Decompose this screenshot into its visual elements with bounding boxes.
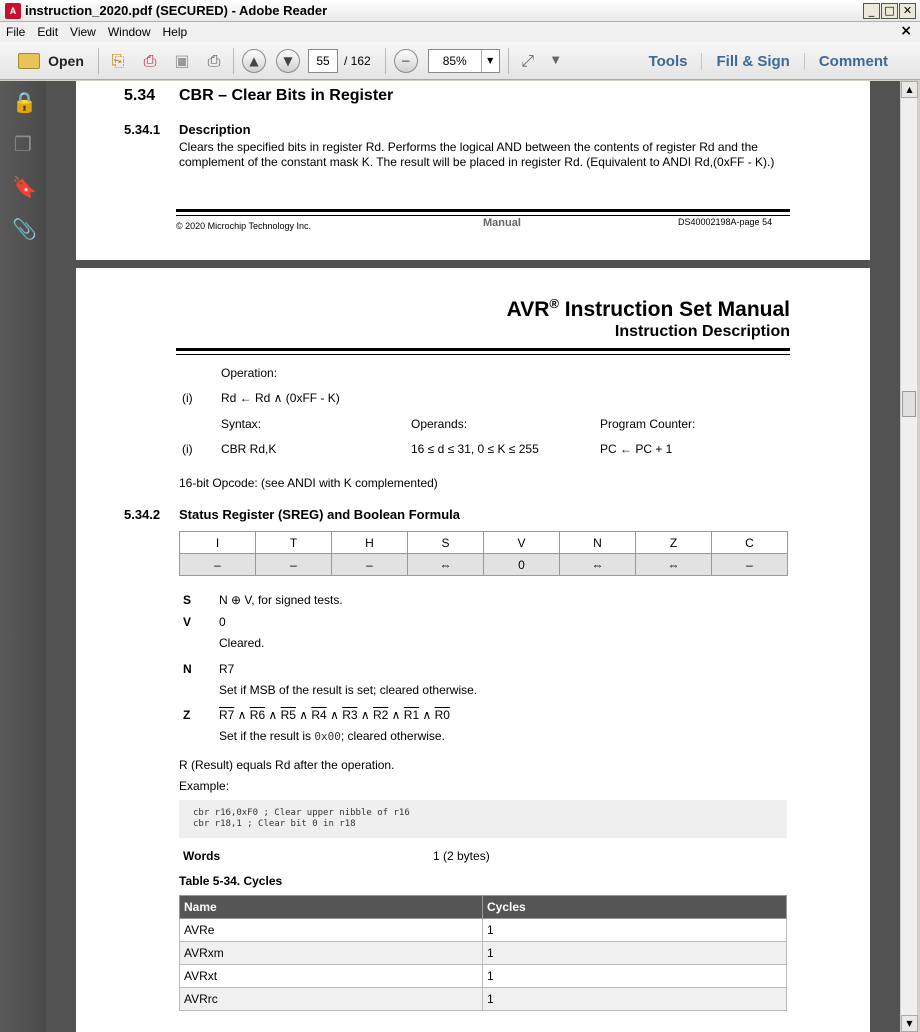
- pdf-page: [76, 81, 870, 260]
- words-label: Words: [183, 849, 221, 863]
- page-total: / 162: [344, 53, 371, 68]
- program-counter-label: Program Counter:: [600, 417, 696, 431]
- section-number: 5.34: [124, 87, 156, 104]
- zoom-select[interactable]: [428, 49, 500, 73]
- close-button[interactable]: ✕: [899, 3, 916, 19]
- cycles-table: [179, 895, 787, 1011]
- syntax-index: (i): [182, 442, 193, 456]
- column-header: Name: [180, 896, 483, 919]
- lock-icon[interactable]: 🔒: [12, 90, 37, 114]
- flag-formula: R7 ∧ R6 ∧ R5 ∧ R4 ∧ R3 ∧ R2 ∧ R1 ∧ R0: [219, 708, 450, 722]
- pdf-page: [76, 268, 870, 1032]
- code-example: [179, 800, 787, 838]
- title-bar: [0, 0, 920, 22]
- table-cell: AVRe: [180, 919, 483, 942]
- result-note: R (Result) equals Rd after the operation.: [179, 758, 395, 772]
- opcode-note: 16-bit Opcode: (see ANDI with K complemented): [179, 476, 438, 490]
- footer-page-ref: DS40002198A-page 54: [678, 217, 773, 227]
- operands-value: 16 ≤ d ≤ 31, 0 ≤ K ≤ 255: [411, 442, 539, 456]
- words-value: 1 (2 bytes): [433, 849, 490, 863]
- table-cell: AVRrc: [180, 988, 483, 1011]
- pdf-icon: A: [5, 3, 21, 19]
- description-line: complement of the constant mask K. The result will be placed in register Rd. (Equivalent to ANDI Rd,(0xFF - K).): [179, 155, 775, 169]
- section-title: CBR – Clear Bits in Register: [179, 87, 394, 104]
- flag-letter: V: [183, 615, 192, 629]
- open-button[interactable]: [12, 47, 90, 75]
- sreg-table: [179, 531, 788, 576]
- page-header-subtitle: Instruction Description: [614, 323, 790, 340]
- table-cell: 1: [483, 919, 787, 942]
- sreg-flag: S: [408, 532, 484, 554]
- page-header-title: AVR® Instruction Set Manual: [506, 296, 790, 321]
- footer-rule: [176, 209, 790, 212]
- flag-formula: N ⊕ V, for signed tests.: [219, 593, 343, 607]
- toolbar: [0, 42, 920, 80]
- footer-center: Manual: [483, 217, 521, 229]
- subsection-title: Description: [179, 122, 251, 137]
- next-page-icon[interactable]: ▼: [276, 49, 300, 73]
- sreg-value-row: [180, 554, 788, 576]
- sreg-value: 0: [484, 554, 560, 576]
- menu-edit[interactable]: Edit: [37, 25, 59, 39]
- subsection-number: 5.34.2: [124, 507, 161, 522]
- flag-formula: R7: [219, 662, 235, 676]
- window-controls: [863, 3, 916, 19]
- sreg-value: ⇔: [408, 554, 484, 576]
- sreg-header-row: [180, 532, 788, 554]
- table-cell: 1: [483, 988, 787, 1011]
- maximize-button[interactable]: □: [881, 3, 898, 19]
- flag-description: Set if the result is 0x00; cleared otherwise.: [219, 729, 445, 743]
- flag-letter: Z: [183, 708, 191, 722]
- page-thumbnails-icon[interactable]: ❐: [14, 132, 32, 156]
- syntax-label: Syntax:: [221, 417, 262, 431]
- sreg-flag: Z: [636, 532, 712, 554]
- window-title: instruction_2020.pdf (SECURED) - Adobe Reader: [25, 3, 328, 18]
- table-row: [180, 988, 787, 1011]
- export-pdf-icon[interactable]: ⎙: [143, 50, 157, 70]
- attachment-icon[interactable]: 📎: [12, 217, 37, 241]
- table-cell: AVRxm: [180, 942, 483, 965]
- table-header-row: [180, 896, 787, 919]
- document-close-icon[interactable]: ×: [900, 23, 912, 39]
- header-rule: [176, 348, 790, 351]
- menu-file[interactable]: File: [6, 25, 26, 39]
- sreg-value: –: [712, 554, 788, 576]
- header-rule: [176, 354, 790, 355]
- toolbar-more-icon[interactable]: ▼: [551, 54, 560, 66]
- comment-link[interactable]: Comment: [804, 53, 902, 70]
- flag-formula: 0: [219, 615, 226, 629]
- subsection-number: 5.34.1: [124, 122, 161, 137]
- table-cell: 1: [483, 965, 787, 988]
- footer-copyright: © 2020 Microchip Technology Inc.: [176, 221, 312, 231]
- sreg-value: –: [256, 554, 332, 576]
- zoom-out-icon[interactable]: −: [394, 49, 418, 73]
- sreg-flag: I: [180, 532, 256, 554]
- fill-sign-link[interactable]: Fill & Sign: [701, 53, 803, 70]
- syntax-value: CBR Rd,K: [221, 442, 277, 456]
- operation-expression: Rd ← Rd ∧ (0xFF - K): [221, 391, 340, 405]
- sreg-flag: V: [484, 532, 560, 554]
- table-caption: Table 5-34. Cycles: [179, 874, 283, 888]
- table-row: [180, 942, 787, 965]
- scrollbar-thumb[interactable]: [902, 391, 916, 417]
- table-cell: AVRxt: [180, 965, 483, 988]
- scroll-up-icon[interactable]: ▲: [901, 81, 918, 98]
- sreg-flag: T: [256, 532, 332, 554]
- table-row: [180, 919, 787, 942]
- document-viewport[interactable]: [46, 81, 900, 1032]
- print-icon[interactable]: ⎙: [207, 50, 221, 70]
- sreg-flag: H: [332, 532, 408, 554]
- scroll-down-icon[interactable]: ▼: [901, 1015, 918, 1032]
- menu-bar: [0, 22, 920, 42]
- bookmark-icon[interactable]: 🔖: [12, 175, 37, 199]
- flag-letter: S: [183, 593, 192, 607]
- table-cell: 1: [483, 942, 787, 965]
- toolbar-separator: [385, 48, 386, 74]
- flag-letter: N: [183, 662, 192, 676]
- sreg-value: –: [332, 554, 408, 576]
- sreg-value: ⇔: [560, 554, 636, 576]
- vertical-scrollbar[interactable]: [900, 81, 917, 1032]
- task-pane-links: [635, 42, 902, 80]
- code-line: cbr r16,0xF0 ; Clear upper nibble of r16: [193, 808, 410, 818]
- operands-label: Operands:: [411, 417, 468, 431]
- footer-rule: [176, 215, 790, 216]
- toolbar-separator: [508, 48, 509, 74]
- tools-link[interactable]: Tools: [648, 52, 688, 70]
- flag-description: Set if MSB of the result is set; cleared otherwise.: [219, 683, 478, 697]
- operation-label: Operation:: [221, 366, 278, 380]
- menu-help[interactable]: Help: [162, 25, 188, 39]
- code-line: cbr r18,1 ; Clear bit 0 in r18: [193, 819, 356, 829]
- create-pdf-icon[interactable]: ⎘: [111, 50, 125, 70]
- column-header: Cycles: [483, 896, 787, 919]
- sreg-flag: N: [560, 532, 636, 554]
- subsection-title: Status Register (SREG) and Boolean Formula: [179, 507, 460, 522]
- menu-view[interactable]: View: [70, 25, 96, 39]
- sreg-value: –: [180, 554, 256, 576]
- fullscreen-icon[interactable]: ⤢: [521, 50, 535, 70]
- sreg-flag: C: [712, 532, 788, 554]
- example-label: Example:: [179, 779, 230, 793]
- previous-page-icon[interactable]: ▲: [242, 49, 266, 73]
- page-number-input[interactable]: 55: [308, 49, 338, 73]
- open-label: Open: [48, 52, 84, 69]
- program-counter-value: PC ← PC + 1: [600, 442, 673, 456]
- sreg-value: ⇔: [636, 554, 712, 576]
- chevron-down-icon[interactable]: ▼: [481, 50, 499, 72]
- toolbar-separator: [98, 48, 99, 74]
- folder-icon: [18, 53, 40, 69]
- flag-description: Cleared.: [219, 636, 265, 650]
- table-row: [180, 965, 787, 988]
- toolbar-separator: [233, 48, 234, 74]
- description-line: Clears the specified bits in register Rd. Performs the logical AND between the contents of register Rd and the: [179, 140, 758, 154]
- navigation-pane: [0, 81, 46, 1032]
- minimize-button[interactable]: _: [863, 3, 880, 19]
- menu-window[interactable]: Window: [107, 25, 151, 39]
- zoom-value: 85%: [442, 53, 467, 68]
- save-icon[interactable]: ▣: [174, 50, 190, 70]
- operation-index: (i): [182, 391, 193, 405]
